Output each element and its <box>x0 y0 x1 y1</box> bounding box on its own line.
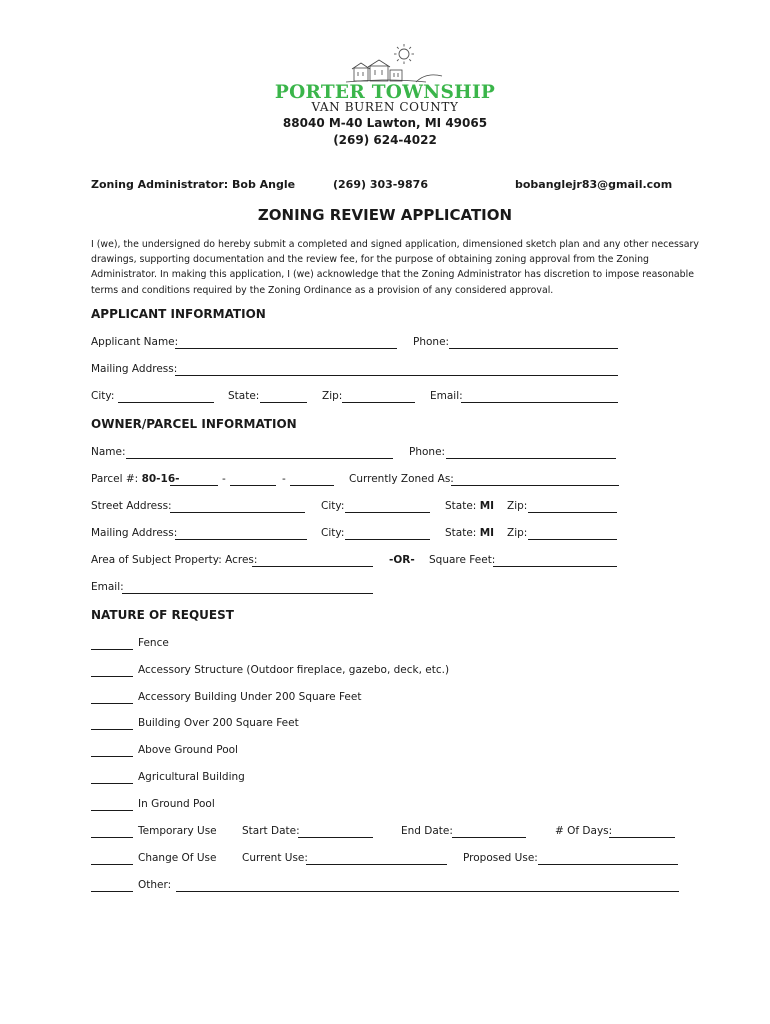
owner-email-label: Email: <box>91 581 124 593</box>
zoned-label: Currently Zoned As: <box>349 473 454 485</box>
acres-label: Area of Subject Property: Acres: <box>91 554 258 566</box>
request-check-in-ground-pool[interactable] <box>91 810 133 811</box>
applicant-name-field[interactable] <box>175 348 397 349</box>
street-city-field[interactable] <box>345 512 430 513</box>
applicant-heading: APPLICANT INFORMATION <box>91 307 266 321</box>
mailing-city-label: City: <box>321 527 345 539</box>
applicant-mailing-label: Mailing Address: <box>91 363 178 375</box>
intro-paragraph <box>91 237 699 298</box>
request-check-temporary-use[interactable] <box>91 837 133 838</box>
street-field[interactable] <box>170 512 305 513</box>
form-title: ZONING REVIEW APPLICATION <box>257 206 513 224</box>
owner-phone-label: Phone: <box>409 446 446 458</box>
parcel-prefix: 80-16- <box>141 473 180 485</box>
request-item: In Ground Pool <box>138 798 215 810</box>
change-of-use-label: Change Of Use <box>138 852 217 864</box>
parcel-part-2-field[interactable] <box>230 485 276 486</box>
admin-name: Zoning Administrator: Bob Angle <box>91 178 296 191</box>
org-name: PORTER TOWNSHIP <box>274 82 496 103</box>
mailing-city-field[interactable] <box>345 539 430 540</box>
end-date-label: End Date: <box>401 825 453 837</box>
buildings-icon <box>346 60 442 82</box>
mailing-zip-label: Zip: <box>507 527 528 539</box>
request-item: Accessory Building Under 200 Square Feet <box>138 691 362 703</box>
days-field[interactable] <box>609 837 675 838</box>
owner-mailing-label: Mailing Address: <box>91 527 178 539</box>
mailing-zip-field[interactable] <box>528 539 617 540</box>
request-check-fence[interactable] <box>91 649 133 650</box>
temporary-use-label: Temporary Use <box>138 825 217 837</box>
admin-email: bobanglejr83@gmail.com <box>515 178 673 191</box>
sun-icon <box>394 44 414 64</box>
or-label: -OR- <box>389 554 415 566</box>
owner-heading: OWNER/PARCEL INFORMATION <box>91 417 297 431</box>
intro-line: drawings, supporting documentation and the review fee, for the purpose of obtaining zoning approval from the Zoning <box>91 254 649 266</box>
admin-phone: (269) 303-9876 <box>333 178 428 191</box>
applicant-city-field[interactable] <box>118 402 214 403</box>
applicant-city-label: City: <box>91 390 115 402</box>
request-item: Building Over 200 Square Feet <box>138 717 299 729</box>
owner-name-field[interactable] <box>126 458 393 459</box>
other-field[interactable] <box>176 891 679 892</box>
intro-line: terms and conditions required by the Zoning Ordinance as a provision of any considered approval. <box>91 284 554 296</box>
intro-line: Administrator. In making this application, I (we) acknowledge that the Zoning Administrator has discretion to impose reasonable <box>91 269 694 281</box>
end-date-field[interactable] <box>452 837 526 838</box>
applicant-zip-field[interactable] <box>342 402 415 403</box>
request-item: Accessory Structure (Outdoor fireplace, gazebo, deck, etc.) <box>138 664 450 676</box>
request-check-change-of-use[interactable] <box>91 864 133 865</box>
applicant-phone-label: Phone: <box>413 336 450 348</box>
street-zip-field[interactable] <box>528 512 617 513</box>
applicant-zip-label: Zip: <box>322 390 343 402</box>
current-use-field[interactable] <box>306 864 447 865</box>
applicant-phone-field[interactable] <box>449 348 618 349</box>
request-check-other[interactable] <box>91 891 133 892</box>
current-use-label: Current Use: <box>242 852 308 864</box>
intro-line: I (we), the undersigned do hereby submit a completed and signed application, dimensioned sketch plan and any other necessary <box>91 239 699 250</box>
sqft-field[interactable] <box>493 566 617 567</box>
owner-email-field[interactable] <box>122 593 373 594</box>
street-state-label: State: MI <box>445 500 495 512</box>
start-date-label: Start Date: <box>242 825 300 837</box>
county-name: VAN BUREN COUNTY <box>311 100 459 114</box>
request-item: Agricultural Building <box>138 771 245 783</box>
zoned-field[interactable] <box>451 485 619 486</box>
parcel-part-1-field[interactable] <box>170 485 218 486</box>
proposed-use-label: Proposed Use: <box>463 852 538 864</box>
mailing-state-label: State: MI <box>445 527 495 539</box>
sqft-label: Square Feet: <box>429 554 496 566</box>
request-check-above-ground-pool[interactable] <box>91 756 133 757</box>
request-check-agricultural[interactable] <box>91 783 133 784</box>
applicant-email-field[interactable] <box>461 402 618 403</box>
street-city-label: City: <box>321 500 345 512</box>
days-label: # Of Days: <box>555 825 613 837</box>
owner-phone-field[interactable] <box>446 458 616 459</box>
applicant-state-field[interactable] <box>260 402 307 403</box>
applicant-mailing-field[interactable] <box>175 375 618 376</box>
proposed-use-field[interactable] <box>538 864 678 865</box>
request-check-accessory-structure[interactable] <box>91 676 133 677</box>
street-zip-label: Zip: <box>507 500 528 512</box>
request-check-accessory-building[interactable] <box>91 703 133 704</box>
start-date-field[interactable] <box>298 837 373 838</box>
request-item: Above Ground Pool <box>138 744 238 756</box>
owner-name-label: Name: <box>91 446 126 458</box>
applicant-email-label: Email: <box>430 390 463 402</box>
parcel-dash: - <box>282 473 286 485</box>
applicant-name-label: Applicant Name: <box>91 336 179 348</box>
office-address: 88040 M-40 Lawton, MI 49065 <box>282 116 488 130</box>
owner-mailing-field[interactable] <box>175 539 307 540</box>
parcel-dash: - <box>222 473 226 485</box>
request-item: Fence <box>138 637 169 649</box>
acres-field[interactable] <box>252 566 373 567</box>
office-phone: (269) 624-4022 <box>333 133 437 147</box>
street-label: Street Address: <box>91 500 172 512</box>
applicant-state-label: State: <box>228 390 260 402</box>
request-check-building-over-200[interactable] <box>91 729 133 730</box>
other-label: Other: <box>138 879 172 891</box>
parcel-part-3-field[interactable] <box>290 485 334 486</box>
parcel-label: Parcel #: 80-16- <box>91 473 180 485</box>
request-heading: NATURE OF REQUEST <box>91 608 234 622</box>
